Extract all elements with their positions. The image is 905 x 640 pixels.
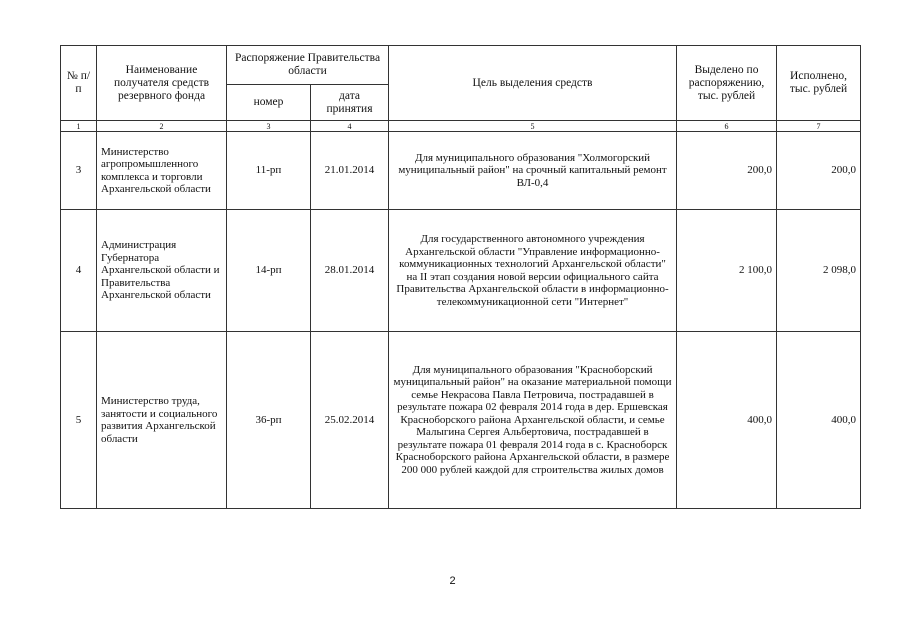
column-number: 7 xyxy=(777,121,861,132)
row-recipient: Министерство агропромышленного комплекса и торговли Архангельской области xyxy=(97,132,227,210)
table-row xyxy=(61,332,861,509)
column-number: 6 xyxy=(677,121,777,132)
column-number: 4 xyxy=(311,121,389,132)
column-number: 1 xyxy=(61,121,97,132)
column-number: 3 xyxy=(227,121,311,132)
table-row xyxy=(61,132,861,210)
row-purpose: Для муниципального образования "Холмогорский муниципальный район" на срочный капитальный ремонт ВЛ-0,4 xyxy=(389,132,677,210)
row-allocated: 2 100,0 xyxy=(677,210,777,332)
column-number: 2 xyxy=(97,121,227,132)
header-allocated: Выделено по распоряжению, тыс. рублей xyxy=(677,46,777,121)
header-order-date: дата принятия xyxy=(311,85,389,121)
column-number: 5 xyxy=(389,121,677,132)
header-executed: Исполнено, тыс. рублей xyxy=(777,46,861,121)
row-executed: 400,0 xyxy=(777,332,861,509)
row-order-date: 21.01.2014 xyxy=(311,132,389,210)
row-allocated: 200,0 xyxy=(677,132,777,210)
row-order-number: 14-рп xyxy=(227,210,311,332)
row-order-date: 25.02.2014 xyxy=(311,332,389,509)
row-recipient: Министерство труда, занятости и социального развития Архангельской области xyxy=(97,332,227,509)
row-executed: 200,0 xyxy=(777,132,861,210)
row-executed: 2 098,0 xyxy=(777,210,861,332)
column-number-row xyxy=(61,121,861,132)
page-number: 2 xyxy=(449,575,456,587)
row-purpose: Для муниципального образования "Красноборский муниципальный район" на оказание материальной помощи семье Некрасова Павла Петровича, пострадавшей в результате пожара 02 февраля 2014 года в дер. Ершевская Красноборского района Архангельской области, и семье Малыгина Сергея Альбертовича, пострадавшей в результате пожара 01 февраля 2014 года в с. Красноборск Красноборского района Архангельской области, в размере 200 000 рублей каждой для строительства жилых домов xyxy=(389,332,677,509)
allocation-table xyxy=(60,45,861,509)
header-num: № п/п xyxy=(61,46,97,121)
row-order-date: 28.01.2014 xyxy=(311,210,389,332)
row-recipient: Администрация Губернатора Архангельской области и Правительства Архангельской области xyxy=(97,210,227,332)
row-num: 3 xyxy=(61,132,97,210)
row-num: 4 xyxy=(61,210,97,332)
row-order-number: 11-рп xyxy=(227,132,311,210)
row-num: 5 xyxy=(61,332,97,509)
header-order-group: Распоряжение Правительства области xyxy=(227,46,389,85)
table-row xyxy=(61,210,861,332)
header-purpose: Цель выделения средств xyxy=(389,46,677,121)
row-order-number: 36-рп xyxy=(227,332,311,509)
row-purpose: Для государственного автономного учреждения Архангельской области "Управление информационно-коммуникационных технологий Архангельской области" на II этап создания новой версии официального сайта Правительства Архангельской области в информационно-телекоммуникационной сети "Интернет" xyxy=(389,210,677,332)
header-recipient: Наименование получателя средств резервного фонда xyxy=(97,46,227,121)
header-order-number: номер xyxy=(227,85,311,121)
row-allocated: 400,0 xyxy=(677,332,777,509)
